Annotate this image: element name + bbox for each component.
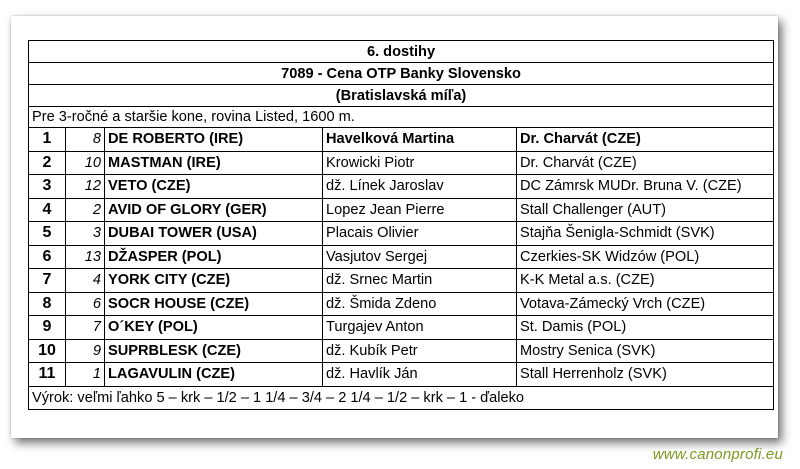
trainer-cell: Czerkies-SK Widzów (POL): [517, 245, 774, 269]
jockey-cell: dž. Srnec Martin: [323, 269, 517, 293]
trainer-cell: Dr. Charvát (CZE): [517, 128, 774, 152]
jockey-cell: dž. Šmida Zdeno: [323, 292, 517, 316]
race-subtitle: (Bratislavská míľa): [29, 85, 774, 107]
result-row: [29, 151, 774, 175]
position-cell: 10: [29, 339, 66, 363]
horse-name-cell: O´KEY (POL): [105, 316, 323, 340]
horse-name-cell: LAGAVULIN (CZE): [105, 363, 323, 387]
position-cell: 8: [29, 292, 66, 316]
race-verdict: Výrok: veľmi ľahko 5 – krk – 1/2 – 1 1/4 – 3/4 – 2 1/4 – 1/2 – krk – 1 - ďaleko: [29, 386, 774, 409]
position-cell: 6: [29, 245, 66, 269]
trainer-cell: Dr. Charvát (CZE): [517, 151, 774, 175]
position-cell: 3: [29, 175, 66, 199]
race-subtitle-row: [29, 85, 774, 107]
trainer-cell: Mostry Senica (SVK): [517, 339, 774, 363]
race-results-table: [28, 40, 774, 410]
watermark: www.canonprofi.eu: [652, 446, 783, 463]
start-number-cell: 6: [66, 292, 105, 316]
start-number-cell: 4: [66, 269, 105, 293]
trainer-cell: Stall Herrenholz (SVK): [517, 363, 774, 387]
jockey-cell: dž. Kubík Petr: [323, 339, 517, 363]
race-title: 6. dostihy: [29, 41, 774, 63]
horse-name-cell: DE ROBERTO (IRE): [105, 128, 323, 152]
horse-name-cell: MASTMAN (IRE): [105, 151, 323, 175]
jockey-cell: Placais Olivier: [323, 222, 517, 246]
horse-name-cell: DUBAI TOWER (USA): [105, 222, 323, 246]
start-number-cell: 7: [66, 316, 105, 340]
trainer-cell: Stajňa Šenigla-Schmidt (SVK): [517, 222, 774, 246]
verdict-row: [29, 386, 774, 409]
result-row: [29, 245, 774, 269]
trainer-cell: St. Damis (POL): [517, 316, 774, 340]
trainer-cell: Votava-Zámecký Vrch (CZE): [517, 292, 774, 316]
race-name-row: [29, 63, 774, 85]
start-number-cell: 2: [66, 198, 105, 222]
jockey-cell: Vasjutov Sergej: [323, 245, 517, 269]
horse-name-cell: AVID OF GLORY (GER): [105, 198, 323, 222]
jockey-cell: dž. Havlík Ján: [323, 363, 517, 387]
position-cell: 7: [29, 269, 66, 293]
jockey-cell: Lopez Jean Pierre: [323, 198, 517, 222]
start-number-cell: 13: [66, 245, 105, 269]
result-row: [29, 198, 774, 222]
horse-name-cell: YORK CITY (CZE): [105, 269, 323, 293]
jockey-cell: Krowicki Piotr: [323, 151, 517, 175]
start-number-cell: 12: [66, 175, 105, 199]
horse-name-cell: SOCR HOUSE (CZE): [105, 292, 323, 316]
result-row: [29, 339, 774, 363]
horse-name-cell: VETO (CZE): [105, 175, 323, 199]
horse-name-cell: SUPRBLESK (CZE): [105, 339, 323, 363]
result-row: [29, 316, 774, 340]
start-number-cell: 1: [66, 363, 105, 387]
race-conditions-row: [29, 107, 774, 128]
jockey-cell: dž. Línek Jaroslav: [323, 175, 517, 199]
race-title-row: [29, 41, 774, 63]
race-conditions: Pre 3-ročné a staršie kone, rovina Listed, 1600 m.: [29, 107, 774, 128]
result-row: [29, 175, 774, 199]
trainer-cell: DC Zámrsk MUDr. Bruna V. (CZE): [517, 175, 774, 199]
position-cell: 11: [29, 363, 66, 387]
jockey-cell: Turgajev Anton: [323, 316, 517, 340]
trainer-cell: K-K Metal a.s. (CZE): [517, 269, 774, 293]
jockey-cell: Havelková Martina: [323, 128, 517, 152]
result-row: [29, 363, 774, 387]
start-number-cell: 9: [66, 339, 105, 363]
start-number-cell: 10: [66, 151, 105, 175]
position-cell: 9: [29, 316, 66, 340]
position-cell: 1: [29, 128, 66, 152]
result-row: [29, 222, 774, 246]
result-row: [29, 292, 774, 316]
horse-name-cell: DŽASPER (POL): [105, 245, 323, 269]
result-row: [29, 269, 774, 293]
result-row: [29, 128, 774, 152]
position-cell: 2: [29, 151, 66, 175]
start-number-cell: 8: [66, 128, 105, 152]
race-name: 7089 - Cena OTP Banky Slovensko: [29, 63, 774, 85]
start-number-cell: 3: [66, 222, 105, 246]
trainer-cell: Stall Challenger (AUT): [517, 198, 774, 222]
position-cell: 4: [29, 198, 66, 222]
position-cell: 5: [29, 222, 66, 246]
